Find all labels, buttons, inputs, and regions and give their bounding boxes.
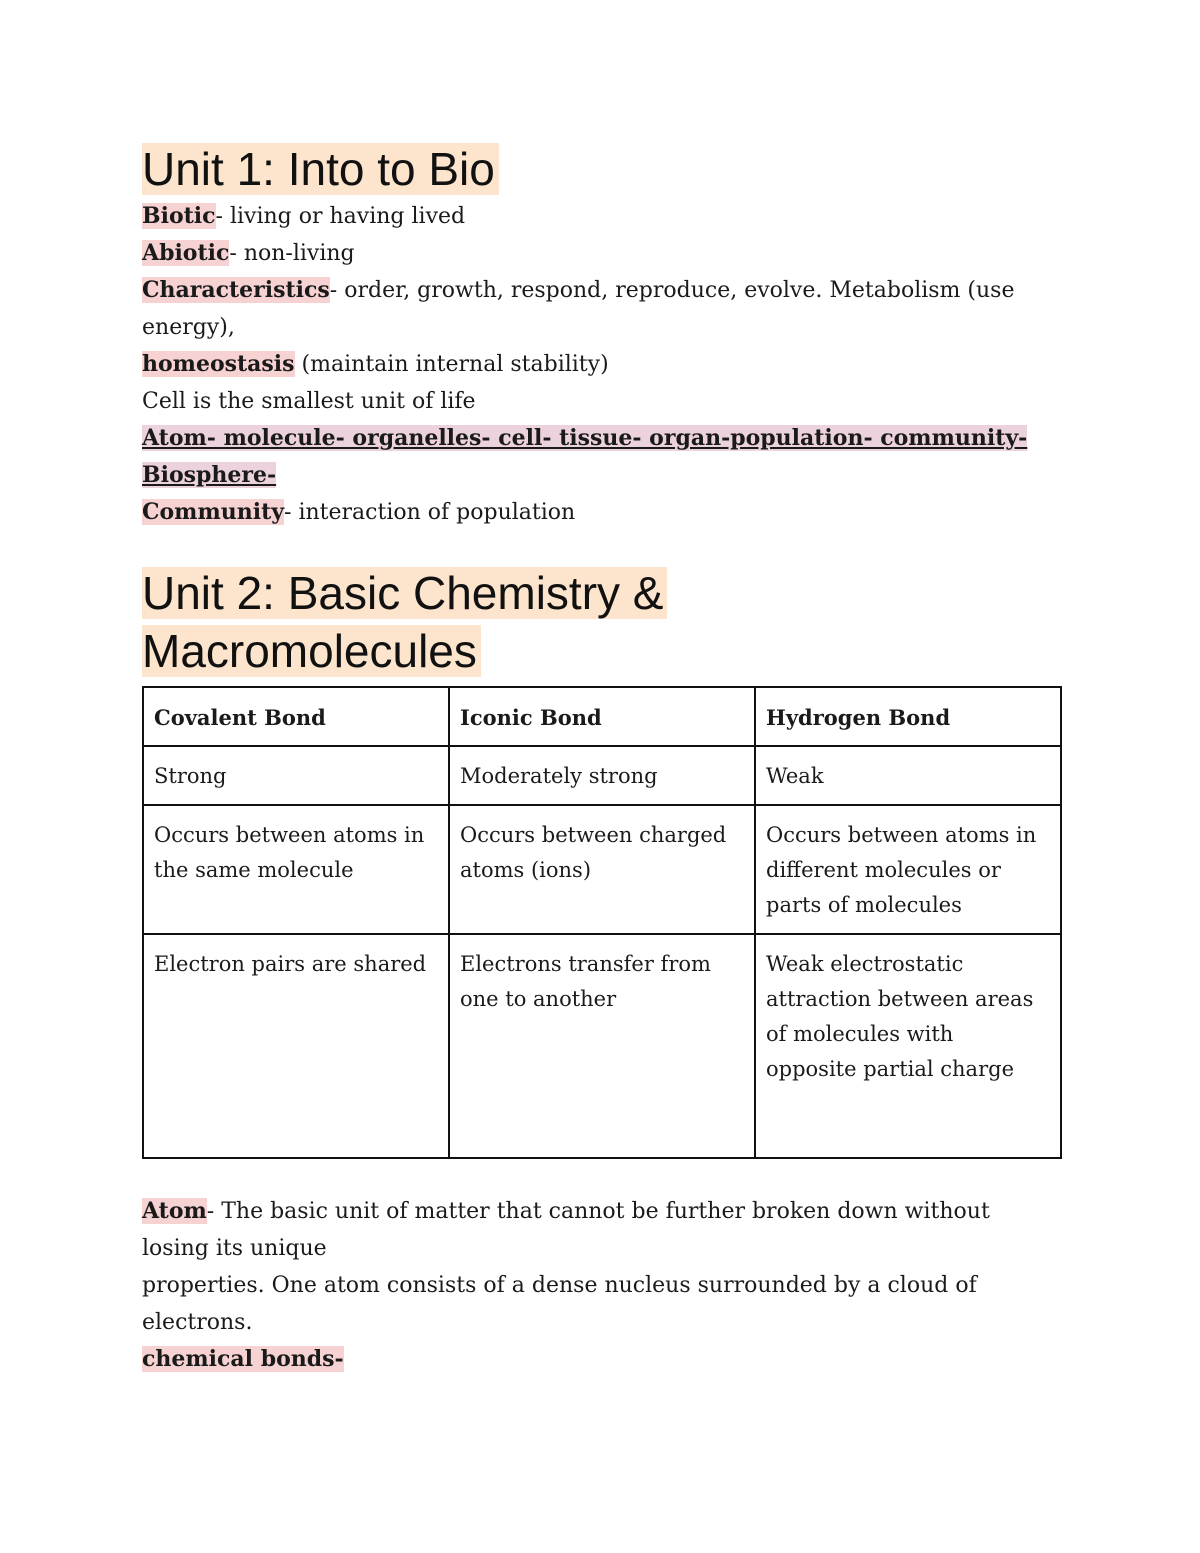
unit2-heading-line2: Macromolecules: [142, 625, 481, 677]
table-row: [143, 805, 1061, 934]
bond-comparison-table: [142, 686, 1062, 1159]
definition-text: (maintain internal stability): [294, 352, 609, 377]
table-header-cell: Iconic Bond: [449, 687, 755, 746]
term-homeostasis: homeostasis: [142, 351, 295, 377]
definition-text: - The basic unit of matter that cannot be further broken down without losing its unique: [142, 1199, 990, 1261]
unit2-heading-line1: Unit 2: Basic Chemistry &: [142, 567, 667, 619]
definition-chemical-bonds: [142, 1341, 1062, 1378]
definition-text: - living or having lived: [215, 204, 466, 229]
definition-characteristics: [142, 272, 1062, 346]
organization-chain-text: Atom- molecule- organelles- cell- tissue- organ-population- community- Biosphere-: [142, 425, 1028, 488]
table-cell: Weak electrostatic attraction between areas of molecules with opposite partial charge: [755, 934, 1061, 1158]
cell-statement-text: Cell is the smallest unit of life: [142, 389, 476, 414]
definition-biotic: [142, 198, 1062, 235]
term-chemical-bonds: chemical bonds-: [142, 1346, 344, 1372]
term-biotic: Biotic: [142, 203, 216, 229]
unit1-heading-text: Unit 1: Into to Bio: [142, 143, 499, 195]
table-row: [143, 746, 1061, 805]
term-abiotic: Abiotic: [142, 240, 230, 266]
definition-abiotic: [142, 235, 1062, 272]
term-community: Community: [142, 499, 285, 525]
definition-text: - order, growth, respond, reproduce, evolve. Metabolism (use energy),: [142, 278, 1015, 340]
spacer: [142, 1159, 1062, 1193]
definition-atom-continued: [142, 1267, 1062, 1341]
unit2-heading: [142, 564, 1062, 680]
definition-text: - non-living: [229, 241, 355, 266]
definition-atom: [142, 1193, 1062, 1267]
definition-text: properties. One atom consists of a dense nucleus surrounded by a cloud of electrons.: [142, 1273, 977, 1335]
table-header-cell: Covalent Bond: [143, 687, 449, 746]
table-cell: Moderately strong: [449, 746, 755, 805]
table-cell: Weak: [755, 746, 1061, 805]
table-header-row: [143, 687, 1061, 746]
table-cell: Occurs between atoms in the same molecule: [143, 805, 449, 934]
table-cell: Electrons transfer from one to another: [449, 934, 755, 1158]
cell-statement: [142, 383, 1062, 420]
unit1-heading: [142, 140, 1062, 198]
term-atom: Atom: [142, 1198, 207, 1224]
table-cell: Electron pairs are shared: [143, 934, 449, 1158]
table-cell: Occurs between atoms in different molecules or parts of molecules: [755, 805, 1061, 934]
term-characteristics: Characteristics: [142, 277, 330, 303]
table-row: [143, 934, 1061, 1158]
organization-chain: [142, 420, 1062, 494]
spacer: [142, 531, 1062, 564]
table-cell: Occurs between charged atoms (ions): [449, 805, 755, 934]
definition-homeostasis: [142, 346, 1062, 383]
table-cell: Strong: [143, 746, 449, 805]
table-header-cell: Hydrogen Bond: [755, 687, 1061, 746]
definition-text: - interaction of population: [284, 500, 576, 525]
document-page: [142, 140, 1062, 1378]
definition-community: [142, 494, 1062, 531]
